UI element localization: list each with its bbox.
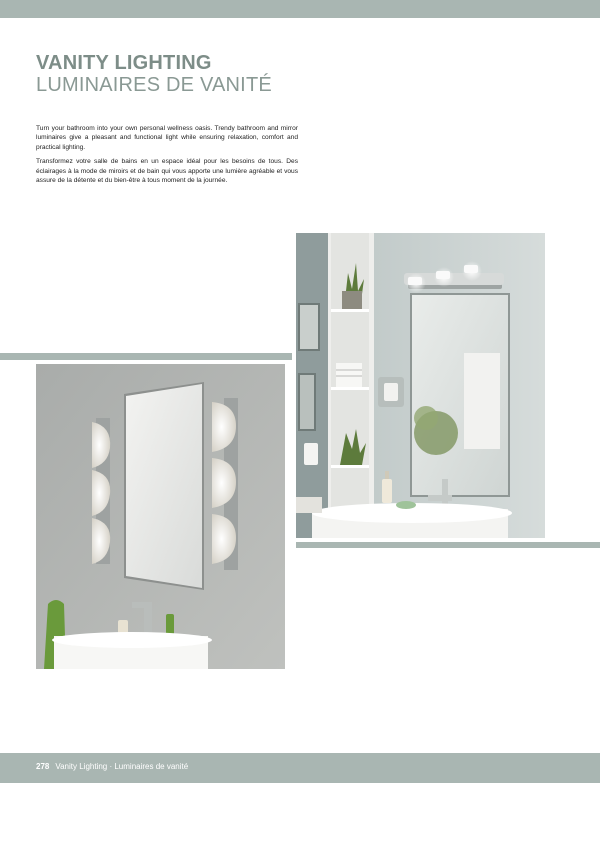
title-french: LUMINAIRES DE VANITÉ [36,74,272,96]
intro-paragraph-french: Transformez votre salle de bains en un espace idéal pour les besoins de tous. Des éclairages à la mode de miroirs et de bain qui vous apporte une lumière agréable et vous assure de la détente et du bien-être à tous moment de la journée. [36,158,298,185]
accent-band-left [0,353,292,360]
top-band [0,0,600,18]
page-title [36,52,272,96]
page-number: 278 [36,762,50,771]
intro-text [36,124,298,190]
bathroom-photo-wall-lights [36,364,285,669]
footer [36,762,188,771]
footer-section-label: Vanity Lighting · Luminaires de vanité [55,762,189,771]
intro-paragraph-english: Turn your bathroom into your own personal wellness oasis. Trendy bathroom and mirror luminaires give a pleasant and functional light while ensuring relaxation, comfort and practical lighting. [36,125,298,151]
bathroom-light-bar-illustration [296,233,545,538]
title-english: VANITY LIGHTING [36,52,212,74]
bathroom-wall-lights-illustration [36,364,285,669]
bathroom-photo-light-bar [296,233,545,538]
accent-band-right [296,542,600,548]
